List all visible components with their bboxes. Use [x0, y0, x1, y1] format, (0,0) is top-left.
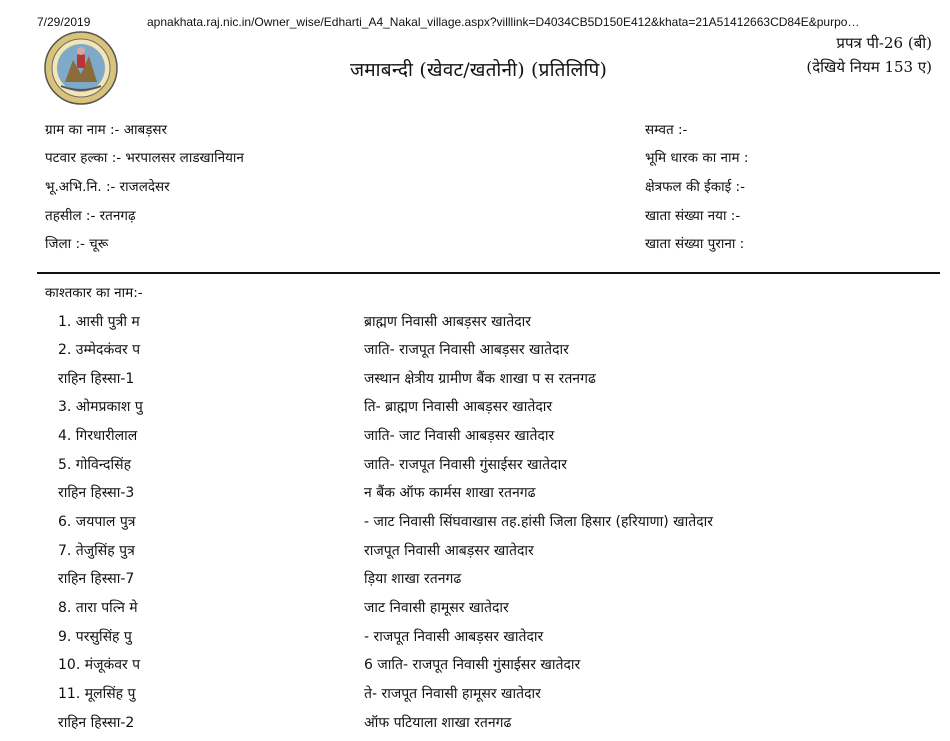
entry-right: जाति- जाट निवासी आबड़सर खातेदार: [364, 428, 555, 444]
entry-right: जाति- राजपूत निवासी गुंसाईसर खातेदार: [364, 457, 567, 473]
rajasthan-emblem-icon: [43, 30, 119, 106]
right-fields-clip: [776, 150, 796, 255]
document-title: जमाबन्दी (खेवट/खतोनी) (प्रतिलिपि): [350, 59, 608, 81]
entry-left: 3. ओमप्रकाश पु: [58, 399, 143, 415]
tehsil-field: तहसील :- रतनगढ़: [45, 208, 136, 224]
entry-left: राहिन हिस्सा-1: [58, 371, 135, 387]
form-number: प्रपत्र पी-26 (बी): [836, 34, 932, 52]
entry-left: राहिन हिस्सा-3: [58, 485, 135, 501]
entry-right: जाट निवासी हामूसर खातेदार: [364, 600, 509, 616]
entry-right: ति- ब्राह्मण निवासी आबड़सर खातेदार: [364, 399, 553, 415]
entry-left: 11. मूलसिंह पु: [58, 686, 136, 702]
entry-right: ऑफ पटियाला शाखा रतनगढ: [364, 715, 512, 731]
redacted-region: [158, 304, 363, 717]
print-date: 7/29/2019: [37, 15, 91, 29]
village-name-field: ग्राम का नाम :- आबड़सर: [45, 122, 168, 138]
entry-right: जस्थान क्षेत्रीय ग्रामीण बैंक शाखा प स रतनगढ: [364, 371, 596, 387]
rule-reference: (देखिये नियम 153 ए): [806, 58, 932, 76]
entry-left: राहिन हिस्सा-2: [58, 715, 135, 731]
area-unit-field: क्षेत्रफल की ईकाई :-: [645, 179, 745, 195]
entry-left: 4. गिरधारीलाल: [58, 428, 138, 444]
new-account-number-field: खाता संख्या नया :-: [645, 208, 741, 224]
entry-left: 1. आसी पुत्री म: [58, 314, 140, 330]
entry-right: न बैंक ऑफ कार्मस शाखा रतनगढ: [364, 485, 536, 501]
entry-left: 7. तेजुसिंह पुत्र: [58, 543, 135, 559]
samvat-field: सम्वत :-: [645, 122, 688, 138]
district-field: जिला :- चूरू: [45, 236, 109, 252]
land-record-inspector-field: भू.अभि.नि. :- राजलदेसर: [45, 179, 170, 195]
entry-right: जाति- राजपूत निवासी आबड़सर खातेदार: [364, 342, 569, 358]
landholder-name-field: भूमि धारक का नाम :: [645, 150, 749, 166]
entry-left: राहिन हिस्सा-7: [58, 571, 135, 587]
entry-right: राजपूत निवासी आबड़सर खातेदार: [364, 543, 534, 559]
entry-right: ब्राह्मण निवासी आबड़सर खातेदार: [364, 314, 532, 330]
entry-right: - जाट निवासी सिंघवाखास तह.हांसी जिला हिसार (हरियाणा) खातेदार: [364, 514, 714, 530]
entry-left: 9. परसुसिंह पु: [58, 629, 132, 645]
entry-right: 6 जाति- राजपूत निवासी गुंसाईसर खातेदार: [364, 657, 581, 673]
print-url: apnakhata.raj.nic.in/Owner_wise/Edharti_A4_Nakal_village.aspx?villlink=D4034CB5D150E412&khata=21A51412663CD84E&purpo…: [147, 15, 860, 29]
old-account-number-field: खाता संख्या पुराना :: [645, 236, 745, 252]
entry-left: 6. जयपाल पुत्र: [58, 514, 136, 530]
entry-left: 10. मंजूकंवर प: [58, 657, 141, 673]
entry-right: ते- राजपूत निवासी हामूसर खातेदार: [364, 686, 541, 702]
patwar-halka-field: पटवार हल्का :- भरपालसर लाडखानियान: [45, 150, 244, 166]
section-divider: [37, 272, 940, 274]
entry-right: ड़िया शाखा रतनगढ: [364, 571, 462, 587]
entry-left: 5. गोविन्दसिंह: [58, 457, 132, 473]
entry-left: 8. तारा पत्नि मे: [58, 600, 138, 616]
entry-right: - राजपूत निवासी आबड़सर खातेदार: [364, 629, 544, 645]
cultivator-heading: काश्तकार का नाम:-: [45, 285, 143, 301]
entry-left: 2. उम्मेदकंवर प: [58, 342, 141, 358]
